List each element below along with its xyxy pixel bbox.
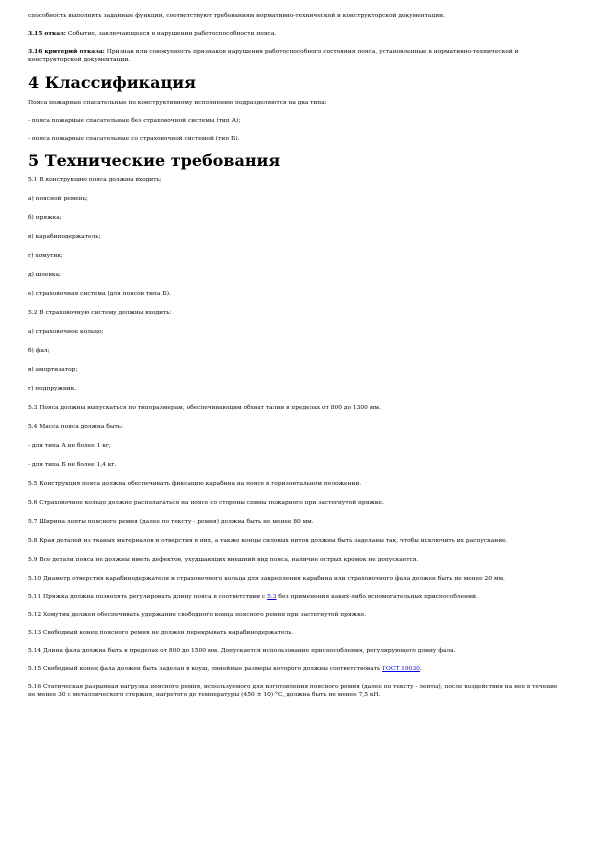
definition-text: Признак или совокупность признаков нарушения работоспособного состояния пояса, установленные в нормативно-технической и конструкторской документации. [28,49,519,63]
definition-text: Событие, заключающееся в нарушении работоспособности пояса. [65,31,277,37]
paragraph: 5.13 Свободный конец поясного ремня не должен перекрывать карабинодержатель. [28,630,294,636]
paragraph: 5.4 Масса пояса должна быть: [28,424,123,430]
section-4-heading: 4 Классификация [28,73,196,92]
paragraph: б) фал; [28,348,50,354]
paragraph: 5.12 Хомутик должен обеспечивать удержание свободного конца поясного ремня при застегнутой пряжке. [28,612,367,618]
definition-3-16 [28,48,564,64]
paragraph: - для типа А не более 1 кг; [28,443,111,449]
link-5-3[interactable]: 5.3 [267,594,277,600]
link-gost-19030[interactable]: ГОСТ 19030 [382,666,420,672]
section-4-body [28,99,564,143]
paragraph: 5.9 Все детали пояса не должны иметь дефектов, ухудшающих внешний вид пояса, наличие острых кромок не допускается. [28,557,419,563]
definition-term: 3.15 отказ: [28,30,66,37]
paragraph: а) поясной ремень; [28,196,88,202]
definition-3-15 [28,30,564,38]
paragraph: в) карабинодержатель; [28,234,101,240]
paragraph: в) амортизатор; [28,367,78,373]
paragraph: - для типа Б не более 1,4 кг. [28,462,117,468]
paragraph: 5.3 Пояса должны выпускаться по типоразмерам, обеспечивающим обхват талии в пределах от 800 до 1300 мм. [28,405,381,411]
paragraph: д) шлевка; [28,272,61,278]
paragraph: г) хомутик; [28,253,64,259]
paragraph: 5.5 Конструкция пояса должна обеспечивать фиксацию карабина на поясе в горизонтальном положении. [28,481,362,487]
paragraph-5-11: 5.11 Пряжка должна позволять регулировать длину пояса в соответствии с 5.3 без применения каких-либо вспомогательных приспособлений. [28,594,478,600]
paragraph: 5.2 В страховочную систему должны входить: [28,310,172,316]
paragraph: г) подпружник. [28,386,77,392]
paragraph-5-15: 5.15 Свободный конец фала должен быть заделан в коуш, линейные размеры которого должны соответствовать ГОСТ 19030. [28,666,422,672]
paragraph: Пояса пожарные спасательные по конструктивному исполнению подразделяются на два типа: [28,100,327,106]
document-page [28,12,564,699]
section-5-body-continued [28,611,564,655]
paragraph: 5.1 В конструкцию пояса должны входить: [28,177,162,183]
definition-term: 3.16 критерий отказа: [28,48,105,55]
paragraph: 5.14 Длина фала должна быть в пределах от 800 до 1500 мм. Допускается использование приспособления, регулирующего длину фала. [28,648,456,654]
paragraph: 5.8 Края деталей из тканых материалов и отверстия в них, а также концы силовых ниток должны быть заделаны так, чтобы исключить их распускание. [28,538,508,544]
paragraph: - пояса пожарные спасательные без страховочной системы (тип А); [28,118,241,124]
paragraph: - пояса пожарные спасательные со страховочной системой (тип Б). [28,136,240,142]
paragraph-5-16: 5.16 Статическая разрывная нагрузка поясного ремня, используемого для изготовления поясного ремня (далее по тексту - ленты), после воздействия на нее в течение не менее 30 с металлического стержня, нагретого до температуры (450 ± 10) °С, должна быть не менее 7,5 кН. [28,684,558,698]
paragraph: а) страховочное кольцо; [28,329,104,335]
paragraph: 5.6 Страховочное кольцо должно располагаться на поясе со стороны спины пожарного при застегнутой пряжке. [28,500,384,506]
paragraph: 5.7 Ширина ленты поясного ремня (далее по тексту - ремня) должна быть не менее 80 мм. [28,519,314,525]
paragraph: б) пряжка; [28,215,62,221]
paragraph: е) страховочная система (для поясов типа Б). [28,291,171,297]
section-5-body [28,176,564,583]
paragraph: 5.10 Диаметр отверстия карабинодержателя и страховочного кольца для закрепления карабина или страховочного фала должен быть не менее 20 мм. [28,576,505,582]
paragraph-continuation: способность выполнять заданные функции, соответствуют требованиям нормативно-технической и конструкторской документации. [28,13,445,19]
section-5-heading: 5 Технические требования [28,151,281,170]
